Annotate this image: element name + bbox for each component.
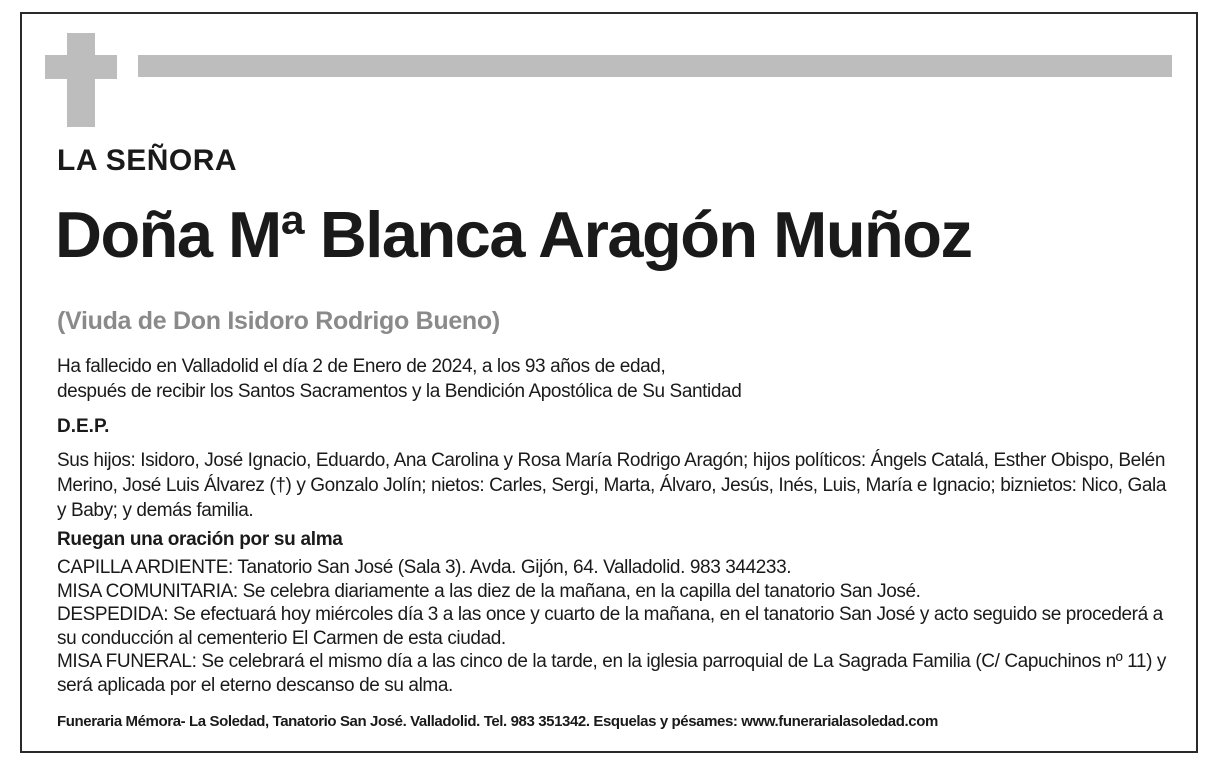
- prayer-request: Ruegan una oración por su alma: [57, 529, 343, 550]
- service-line: CAPILLA ARDIENTE: Tanatorio San José (Sala 3). Avda. Gijón, 64. Valladolid. 983 344233.: [57, 557, 792, 578]
- widow-of: (Viuda de Don Isidoro Rodrigo Bueno): [57, 307, 500, 335]
- service-line: DESPEDIDA: Se efectuará hoy miércoles día 3 a las once y cuarto de la mañana, en el tanatorio San José y acto seguido se procederá a su conducción al cementerio El Carmen de esta ciudad.: [57, 604, 1163, 649]
- passing-line: Ha fallecido en Valladolid el día 2 de Enero de 2024, a los 93 años de edad,: [57, 356, 666, 377]
- cross-icon-bar: [45, 55, 117, 79]
- deceased-name: Doña Mª Blanca Aragón Muñoz: [55, 198, 972, 271]
- cross-icon: [67, 33, 95, 127]
- family-list: Sus hijos: Isidoro, José Ignacio, Eduardo, Ana Carolina y Rosa María Rodrigo Aragón; hijos políticos: Ángels Catalá, Esther Obispo, Belén Merino, José Luis Álvarez (†) y Gonzalo Jolín; nietos: Carles, Sergi, Marta, Álvaro, Jesús, Inés, Luis, María e Ignacio; biznietos: Nico, Gala y Baby; y demás familia.: [57, 450, 1167, 521]
- dep-label: D.E.P.: [57, 416, 110, 437]
- passing-statement: [57, 354, 1177, 404]
- header-rule: [138, 55, 1172, 77]
- honorific: LA SEÑORA: [57, 144, 238, 177]
- service-line: MISA FUNERAL: Se celebrará el mismo día a las cinco de la tarde, en la iglesia parroquial de La Sagrada Familia (C/ Capuchinos nº 11) y será aplicada por el eterno descanso de su alma.: [57, 651, 1166, 696]
- service-line: MISA COMUNITARIA: Se celebra diariamente a las diez de la mañana, en la capilla del tanatorio San José.: [57, 580, 921, 602]
- service-details: [57, 556, 1177, 697]
- funeral-home-footer: Funeraria Mémora- La Soledad, Tanatorio San José. Valladolid. Tel. 983 351342. Esquelas y pésames: www.funerarialasoledad.com: [57, 713, 938, 730]
- passing-line: después de recibir los Santos Sacramentos y la Bendición Apostólica de Su Santidad: [57, 381, 742, 402]
